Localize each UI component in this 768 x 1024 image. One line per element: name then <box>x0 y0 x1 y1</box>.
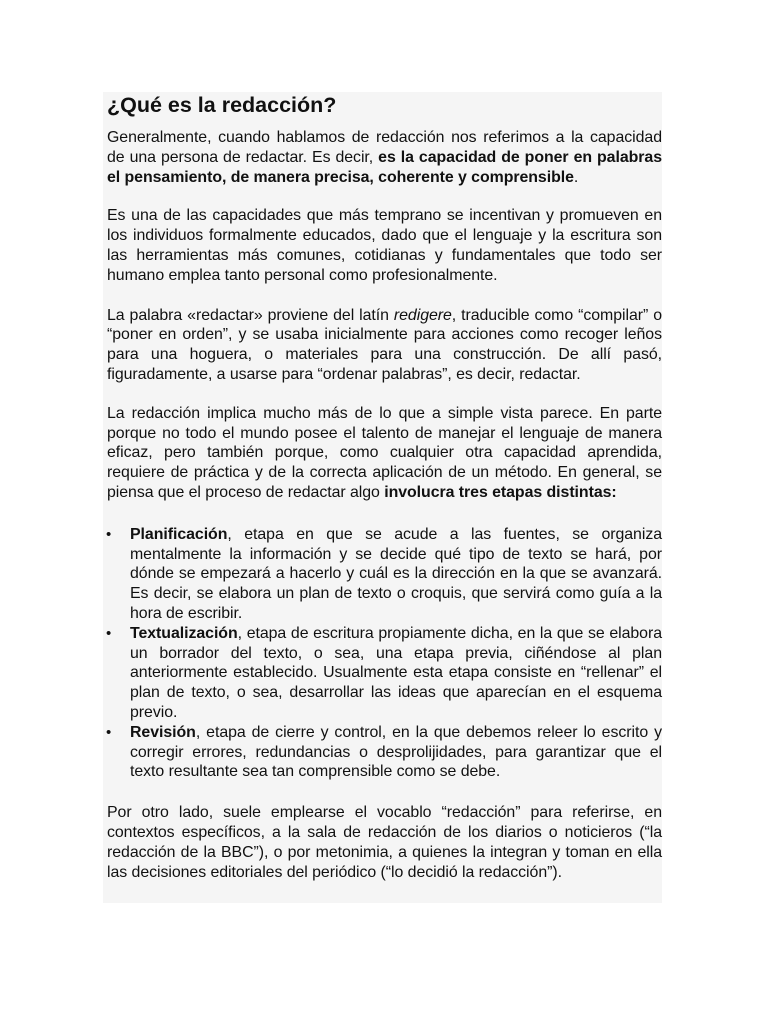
bullet-icon: • <box>106 525 112 543</box>
list-item <box>107 723 662 782</box>
paragraph-text: , traducible como “compilar” o “poner en orden”, y se usaba inicialmente para acciones como recoger leños para una hoguera, o materiales para una construcción. De allí pasó, figuradamente, a usarse para “ordenar palabras”, es decir, redactar. <box>107 306 662 383</box>
stages-list <box>107 525 662 782</box>
bold-text: involucra tres etapas distintas: <box>384 483 617 501</box>
list-item <box>107 624 662 723</box>
paragraph-text: La redacción implica mucho más de lo que a simple vista parece. En parte porque no todo el mundo posee el talento de manejar el lenguaje de manera eficaz, pero también porque, como cualquier otra capacidad aprendida, requiere de práctica y de la correcta aplicación de un método. En general, se piensa que el proceso de redactar algo <box>107 404 662 501</box>
bullet-icon: • <box>106 624 112 642</box>
stage-text: , etapa de escritura propiamente dicha, en la que se elabora un borrador del texto, o sea, una etapa previa, ciñéndose al plan anteriormente establecido. Usualmente esta etapa consiste en “rellenar” el plan de texto, o sea, desarrollar las ideas que aparecían en el esquema previo. <box>130 624 662 721</box>
stage-name: Textualización <box>130 624 238 642</box>
bold-text: es la capacidad de poner en palabras el pensamiento, de manera precisa, coherente y comprensible <box>107 148 662 186</box>
stage-text: , etapa en que se acude a las fuentes, se organiza mentalmente la información y se decide qué tipo de texto se hará, por dónde se empezará a hacerlo y cuál es la dirección en la que se avanzará. Es decir, se elabora un plan de texto o croquis, que servirá como guía a la hora de escribir. <box>130 525 662 622</box>
paragraph-stages-intro <box>107 404 662 503</box>
paragraph-newsroom: Por otro lado, suele emplearse el vocablo “redacción” para referirse, en contextos específicos, a la sala de redacción de los diarios o noticieros (“la redacción de la BBC”), o por metonimia, a quienes la integran y toman en ella las decisiones editoriales del periódico (“lo decidió la redacción”). <box>107 804 662 881</box>
page-title: ¿Qué es la redacción? <box>107 93 337 117</box>
list-item <box>107 525 662 624</box>
bullet-icon: • <box>106 723 112 741</box>
paragraph-definition <box>107 128 662 187</box>
stage-text: , etapa de cierre y control, en la que debemos releer lo escrito y corregir errores, redundancias o desprolijidades, para garantizar que el texto resultante sea tan comprensible como se debe. <box>130 723 662 781</box>
paragraph-capacities: Es una de las capacidades que más temprano se incentivan y promueven en los individuos formalmente educados, dado que el lenguaje y la escritura son las herramientas más comunes, cotidianas y fundamentales que todo ser humano emplea tanto personal como profesionalmente. <box>107 207 662 284</box>
stage-name: Planificación <box>130 525 228 543</box>
paragraph-text: La palabra «redactar» proviene del latín <box>107 306 394 324</box>
paragraph-etymology <box>107 306 662 385</box>
document-body <box>103 92 662 903</box>
paragraph-text: Generalmente, cuando hablamos de redacción nos referimos a la capacidad de una persona de redactar. Es decir, <box>107 129 662 166</box>
italic-text: redigere <box>393 306 452 324</box>
paragraph-text: . <box>573 168 579 186</box>
stage-name: Revisión <box>130 723 196 741</box>
